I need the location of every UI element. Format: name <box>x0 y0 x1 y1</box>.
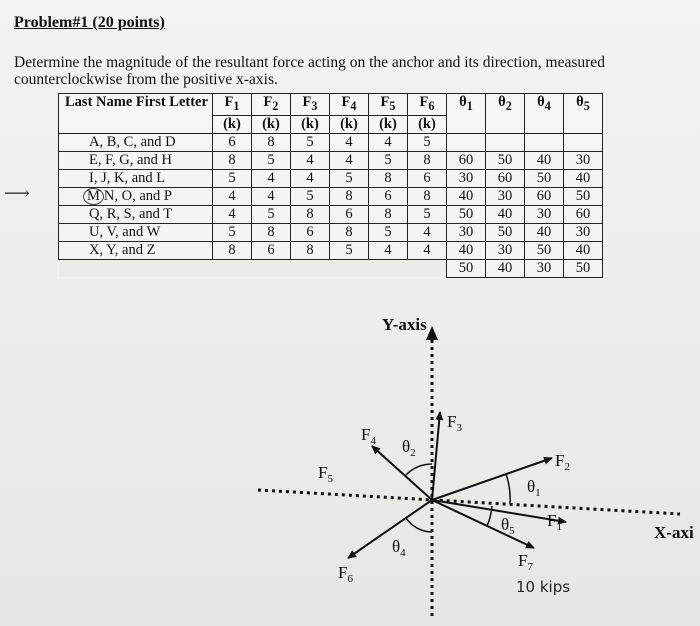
cell-theta1: 40 <box>446 187 485 205</box>
header-theta5: $\theta_5$ <box>563 94 602 134</box>
header-f1: $F_1$ <box>212 94 251 116</box>
cell-f1: 4 <box>212 205 251 223</box>
cell-theta1 <box>446 133 485 151</box>
row-pointer-arrow: ⟶ <box>4 183 30 203</box>
cell-theta4: 50 <box>524 169 563 187</box>
table-row-selected <box>59 187 603 205</box>
cell-theta2: 50 <box>485 223 524 241</box>
force-diagram <box>0 300 700 626</box>
cell-f5: 8 <box>368 169 407 187</box>
header-last-name: Last Name First Letter <box>59 94 213 134</box>
cell-f1: 5 <box>212 169 251 187</box>
cell-f5: 6 <box>368 187 407 205</box>
row-name: Q, R, S, and T <box>59 205 213 223</box>
cell-f3: 8 <box>290 241 329 259</box>
cell-theta1: 30 <box>446 223 485 241</box>
f7-label: $F_7$ <box>518 551 533 573</box>
cell-f2: 8 <box>251 223 290 241</box>
cell-theta2: 40 <box>485 259 524 277</box>
cell-theta2 <box>485 133 524 151</box>
x-axis-label: X-axi <box>654 523 694 542</box>
cell-f1: 8 <box>212 241 251 259</box>
cell-f2: 5 <box>251 205 290 223</box>
f6-label: $F_6$ <box>338 563 353 585</box>
cell-f2: 8 <box>251 133 290 151</box>
cell-theta2: 30 <box>485 241 524 259</box>
f2-label: $F_2$ <box>555 451 570 473</box>
header-theta2: $\theta_2$ <box>485 94 524 134</box>
f3-label: $F_3$ <box>447 412 462 434</box>
cell-f6: 6 <box>407 169 446 187</box>
cell-f5: 4 <box>368 241 407 259</box>
cell-f3: 5 <box>290 187 329 205</box>
cell-theta4: 30 <box>524 259 563 277</box>
row-name <box>59 187 213 205</box>
problem-statement: Determine the magnitude of the resultant force acting on the anchor and its direction, measured counterclockwise from the positive x-axis. <box>14 54 605 88</box>
table-row <box>59 169 603 187</box>
cell-theta5 <box>563 133 602 151</box>
cell-f1: 4 <box>212 187 251 205</box>
cell-f4: 5 <box>329 169 368 187</box>
theta1-label: $\theta_1$ <box>527 477 541 499</box>
cell-theta4: 40 <box>524 223 563 241</box>
theta1-arc <box>506 474 510 504</box>
cell-f6: 8 <box>407 151 446 169</box>
unit-f6: (k) <box>407 115 446 133</box>
unit-f2: (k) <box>251 115 290 133</box>
cell-f6: 5 <box>407 133 446 151</box>
table-row <box>59 205 603 223</box>
row-name-rest: N, O, and P <box>103 187 172 204</box>
theta4-label: $\theta_4$ <box>392 537 406 559</box>
cell-theta4 <box>524 133 563 151</box>
y-axis-arrowhead <box>426 326 438 340</box>
cell-f3: 4 <box>290 151 329 169</box>
cell-f2: 4 <box>251 169 290 187</box>
cell-f6: 8 <box>407 187 446 205</box>
unit-f3: (k) <box>290 115 329 133</box>
cell-theta5: 60 <box>563 205 602 223</box>
cell-theta2: 40 <box>485 205 524 223</box>
x-axis-line <box>258 490 680 514</box>
cell-theta5: 40 <box>563 169 602 187</box>
cell-f5: 8 <box>368 205 407 223</box>
cell-f3: 6 <box>290 223 329 241</box>
cell-f6: 4 <box>407 241 446 259</box>
header-f2: $F_2$ <box>251 94 290 116</box>
cell-theta2: 60 <box>485 169 524 187</box>
cell-theta5: 40 <box>563 241 602 259</box>
cell-f5: 5 <box>368 151 407 169</box>
cell-theta2: 30 <box>485 187 524 205</box>
row-name: X, Y, and Z <box>59 241 213 259</box>
y-axis-label: Y-axis <box>382 315 427 334</box>
cell-theta4: 50 <box>524 241 563 259</box>
cell-theta1: 30 <box>446 169 485 187</box>
theta2-label: $\theta_2$ <box>402 437 416 459</box>
cell-f6 <box>407 259 446 277</box>
cell-f4: 6 <box>329 205 368 223</box>
cell-f3: 8 <box>290 205 329 223</box>
table-header-row <box>59 94 603 116</box>
cell-theta1: 50 <box>446 259 485 277</box>
cell-theta4: 60 <box>524 187 563 205</box>
row-name <box>59 259 213 277</box>
problem-title: Problem#1 (20 points) <box>14 14 165 31</box>
cell-f5: 4 <box>368 133 407 151</box>
header-f4: $F_4$ <box>329 94 368 116</box>
cell-f1: 5 <box>212 223 251 241</box>
cell-f4: 4 <box>329 133 368 151</box>
table-row <box>59 133 603 151</box>
cell-f6: 4 <box>407 223 446 241</box>
cell-f4: 5 <box>329 241 368 259</box>
table-row <box>59 223 603 241</box>
cell-theta1: 50 <box>446 205 485 223</box>
circled-letter: M <box>83 188 104 205</box>
table-row <box>59 151 603 169</box>
f7-vector <box>432 500 534 548</box>
cell-f3 <box>290 259 329 277</box>
cell-f4: 8 <box>329 223 368 241</box>
cell-f6: 5 <box>407 205 446 223</box>
f5-label: $F_5$ <box>318 463 333 485</box>
cell-theta5: 50 <box>563 187 602 205</box>
cell-theta4: 40 <box>524 151 563 169</box>
cell-theta1: 60 <box>446 151 485 169</box>
f7-handwritten-note: 10 kips <box>516 578 571 596</box>
cell-f4: 8 <box>329 187 368 205</box>
cell-theta5: 30 <box>563 151 602 169</box>
cell-f3: 5 <box>290 133 329 151</box>
row-name: U, V, and W <box>59 223 213 241</box>
cell-f5: 5 <box>368 223 407 241</box>
cell-f3: 4 <box>290 169 329 187</box>
table-row <box>59 241 603 259</box>
header-theta4: $\theta_4$ <box>524 94 563 134</box>
header-f5: $F_5$ <box>368 94 407 116</box>
cell-theta5: 30 <box>563 223 602 241</box>
header-f3: $F_3$ <box>290 94 329 116</box>
f1-vector <box>432 500 566 522</box>
unit-f5: (k) <box>368 115 407 133</box>
cell-f2: 5 <box>251 151 290 169</box>
cell-f2: 4 <box>251 187 290 205</box>
row-name: I, J, K, and L <box>59 169 213 187</box>
cell-f2: 6 <box>251 241 290 259</box>
unit-f1: (k) <box>212 115 251 133</box>
f4-label: $F_4$ <box>361 425 376 447</box>
row-name: E, F, G, and H <box>59 151 213 169</box>
cell-theta2: 50 <box>485 151 524 169</box>
cell-f1: 6 <box>212 133 251 151</box>
theta5-label: $\theta_5$ <box>501 515 515 537</box>
cell-f2 <box>251 259 290 277</box>
header-f6: $F_6$ <box>407 94 446 116</box>
row-name: A, B, C, and D <box>59 133 213 151</box>
cell-f4 <box>329 259 368 277</box>
cell-theta4: 30 <box>524 205 563 223</box>
f1-label: $F_1$ <box>547 511 562 533</box>
cell-f5 <box>368 259 407 277</box>
cell-theta5: 50 <box>563 259 602 277</box>
cell-theta1: 40 <box>446 241 485 259</box>
theta4-arc <box>406 518 432 532</box>
cell-f4: 4 <box>329 151 368 169</box>
cell-f1: 8 <box>212 151 251 169</box>
header-theta1: $\theta_1$ <box>446 94 485 134</box>
cell-f1 <box>212 259 251 277</box>
theta2-arc <box>405 464 432 476</box>
table-row <box>59 259 603 277</box>
force-data-table <box>58 93 603 278</box>
unit-f4: (k) <box>329 115 368 133</box>
